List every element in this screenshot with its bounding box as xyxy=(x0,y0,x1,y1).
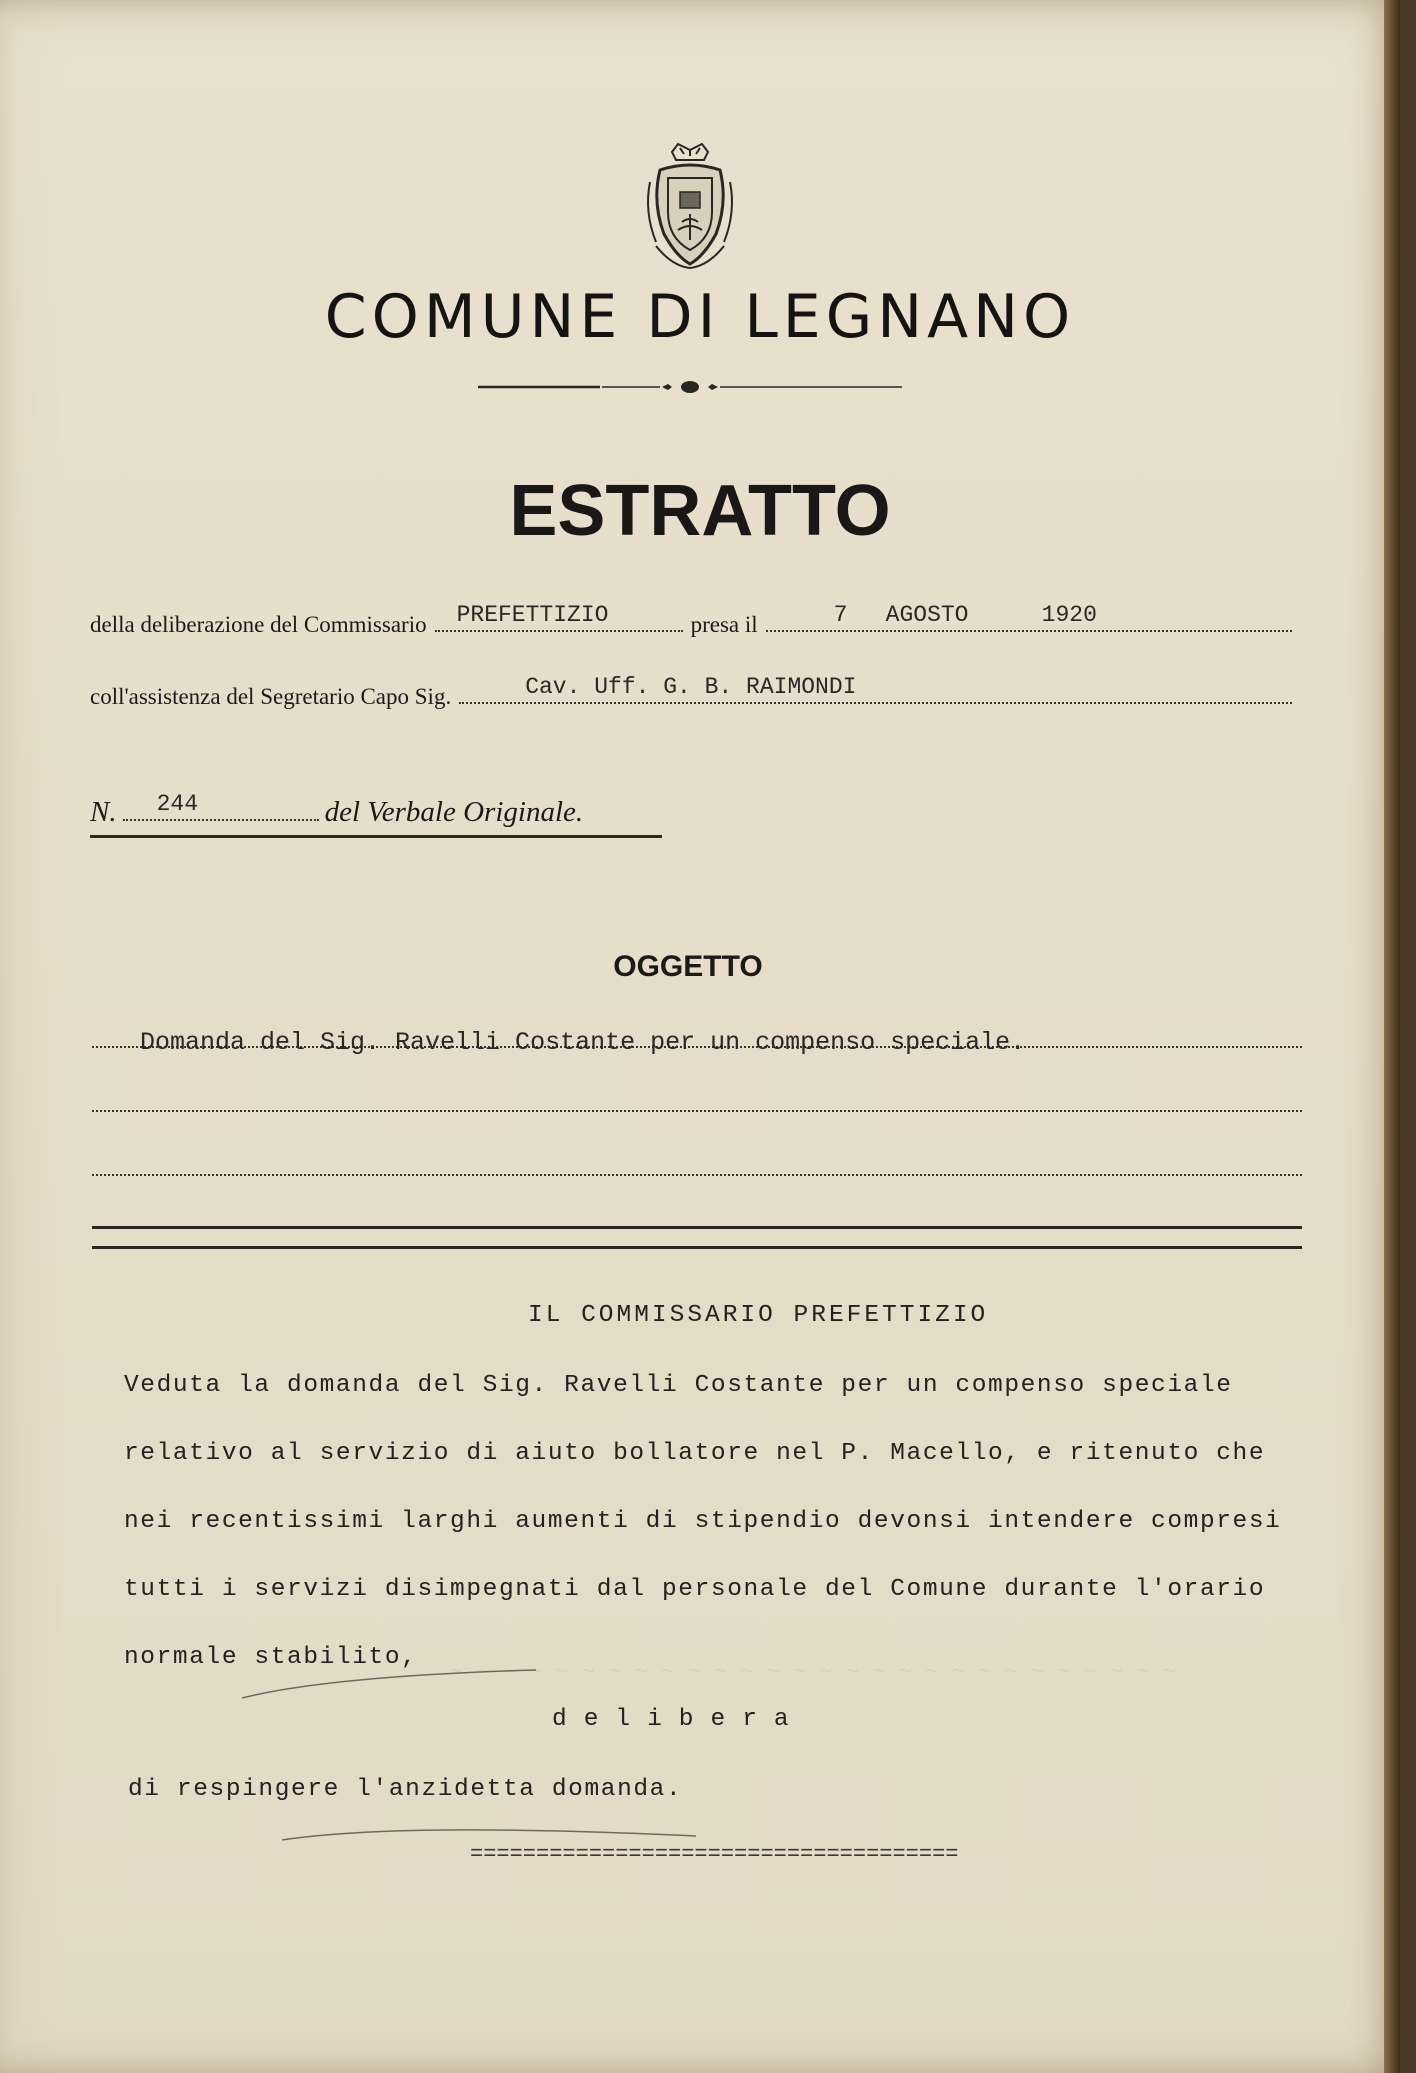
resolution-line: di respingere l'anzidetta domanda. xyxy=(128,1776,683,1803)
body-heading: IL COMMISSARIO PREFETTIZIO xyxy=(528,1302,989,1329)
number-suffix: del Verbale Originale. xyxy=(324,796,584,828)
rule-bottom xyxy=(92,1246,1302,1249)
bleed-through-text: ~ ~ ~ ~ ~ ~ ~ ~ ~ ~ ~ ~ ~ ~ ~ ~ ~ ~ ~ ~ ~ ~ ~ ~ ~ ~ ~ ~ xyxy=(450,1660,1177,1685)
body-line: normale stabilito, xyxy=(124,1644,418,1671)
document-title: ESTRATTO xyxy=(509,471,891,551)
secretary-field xyxy=(459,674,1292,704)
delibera-heading: delibera xyxy=(552,1706,806,1733)
deliberation-line xyxy=(90,602,1300,638)
closing-rule: ===================================== xyxy=(470,1842,959,1867)
municipality-title: COMUNE DI LEGNANO xyxy=(324,282,1076,352)
secretary-label: coll'assistenza del Segretario Capo Sig. xyxy=(90,684,452,709)
date-year: 1920 xyxy=(1041,602,1097,628)
deliberation-label: della deliberazione del Commissario xyxy=(90,612,427,637)
subject-line-3 xyxy=(92,1174,1302,1176)
commissioner-type-field xyxy=(435,602,683,632)
subject-text: Domanda del Sig. Ravelli Costante per un compenso speciale. xyxy=(140,1028,1026,1057)
body-line: relativo al servizio di aiuto bollatore nel P. Macello, e ritenuto che xyxy=(124,1440,1266,1467)
subject-line-2 xyxy=(92,1110,1302,1112)
minutes-number-line xyxy=(90,791,662,838)
body-line: nei recentissimi larghi aumenti di stipendio devonsi intendere compresi xyxy=(124,1508,1282,1535)
secretary-line xyxy=(90,674,1300,710)
date-field xyxy=(766,602,1292,632)
secretary-name: Cav. Uff. G. B. RAIMONDI xyxy=(525,674,857,700)
number-field xyxy=(123,791,319,821)
subject-heading: OGGETTO xyxy=(613,950,763,983)
ornament-divider-icon xyxy=(478,378,902,396)
body-line: tutti i servizi disimpegnati dal personale del Comune durante l'orario xyxy=(124,1576,1266,1603)
rule-top xyxy=(92,1226,1302,1229)
number-prefix: N. xyxy=(90,796,117,828)
date-month: AGOSTO xyxy=(885,602,969,628)
commissioner-type-value: PREFETTIZIO xyxy=(456,602,609,628)
minutes-number: 244 xyxy=(156,791,199,817)
date-day: 7 xyxy=(833,602,848,628)
body-line: Veduta la domanda del Sig. Ravelli Costante per un compenso speciale xyxy=(124,1372,1233,1399)
coat-of-arms-icon xyxy=(642,142,738,270)
pen-stroke-mark xyxy=(240,1664,540,1704)
date-label: presa il xyxy=(690,612,758,637)
